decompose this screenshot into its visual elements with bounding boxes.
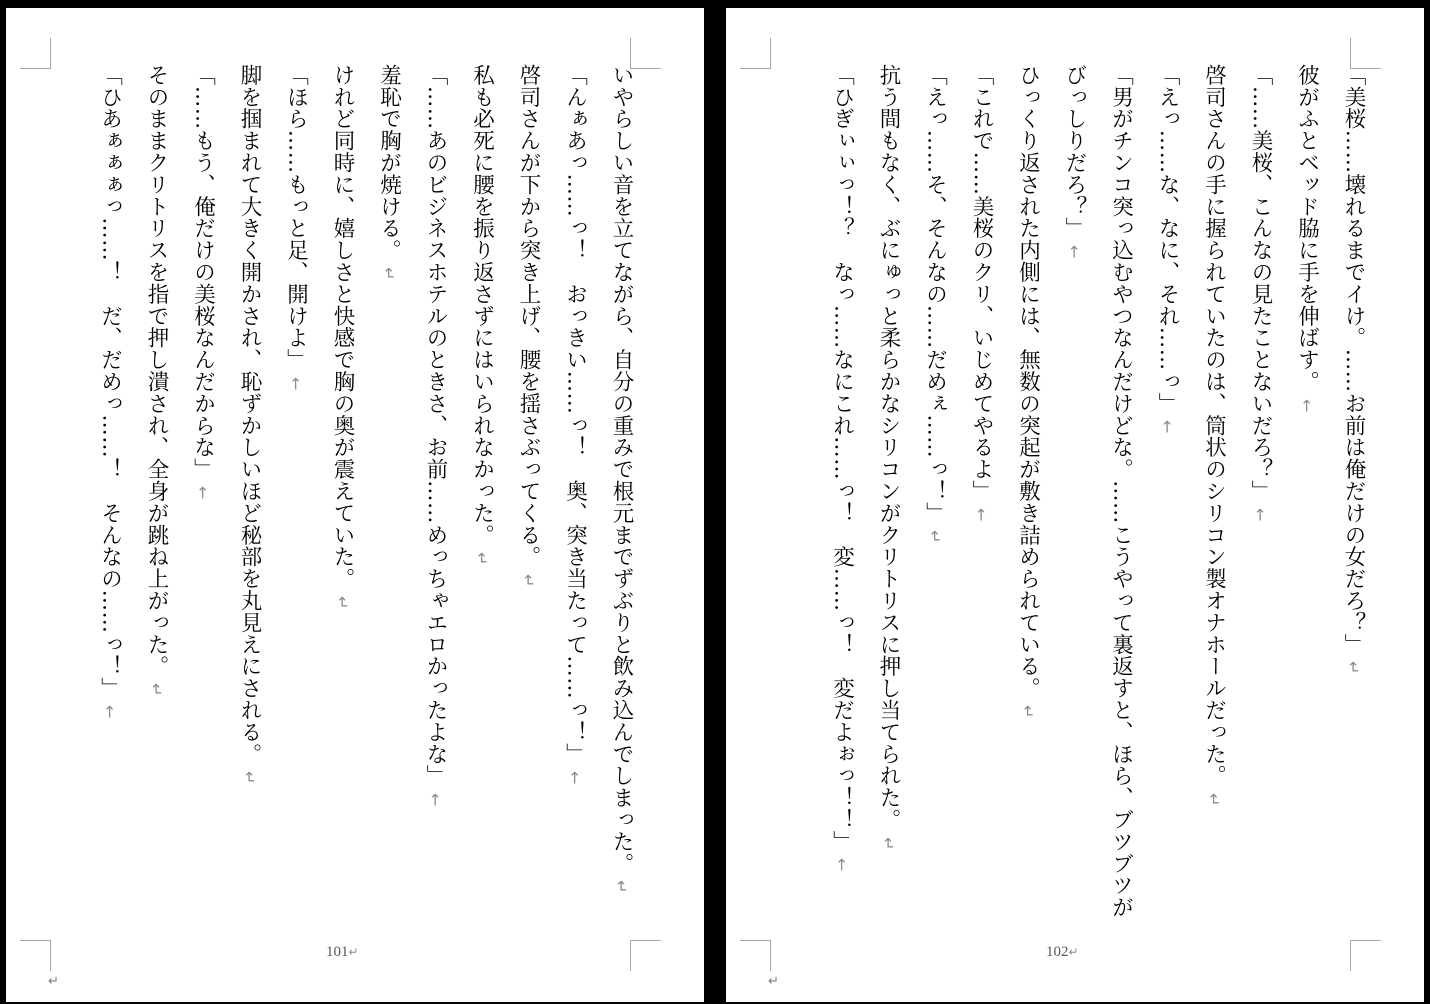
paragraph-text: 「ひぎぃぃっ！？ なっ……なにこれ……っ！ 変……っ！ 変だよぉっ！！」 (829, 64, 855, 853)
paragraph[interactable] (598, 64, 645, 924)
paragraph-text: 「……あのビジネスホテルのときさ、お前……めっちゃエロかったよな」 (423, 64, 448, 787)
paragraph-text: いやらしい音を立てながら、自分の重みで根元までずぶりと飲み込んでしまった。 (609, 64, 634, 875)
paragraph-mark-icon: ↵ (348, 945, 359, 959)
vertical-text-body[interactable] (64, 64, 644, 924)
margin-corner-bottom-right (630, 940, 661, 971)
page-number: 101↵ (326, 944, 359, 960)
paragraph-mark-icon: ↵ (879, 836, 898, 851)
paragraph[interactable] (319, 64, 366, 924)
paragraph-text: 羞恥で胸が焼ける。 (376, 64, 402, 262)
paragraph-text: 「えっ……そ、そんなの……だめぇ……っ！」 (922, 64, 948, 524)
document-page-101[interactable] (6, 8, 704, 1002)
line-break-mark-icon: ← (100, 705, 120, 719)
paragraph[interactable] (865, 64, 912, 924)
line-break-mark-icon: ← (565, 770, 585, 785)
line-break-mark-icon: ← (832, 858, 852, 873)
line-break-mark-icon: ← (1297, 398, 1317, 413)
paragraph-mark-icon: ↵ (379, 267, 399, 281)
paragraph-text: ひっくり返された内側には、無数の突起が敷き詰められている。 (1015, 64, 1041, 700)
paragraph[interactable] (226, 64, 273, 924)
paragraph[interactable] (1190, 64, 1237, 924)
paragraph[interactable] (1283, 64, 1330, 924)
paragraph-text: 「……もう、俺だけの美桜なんだからな」 (190, 64, 216, 481)
document-page-102[interactable] (726, 8, 1424, 1002)
paragraph-text: 「……美桜、こんなの見たことないだろ？」 (1248, 64, 1273, 502)
paragraph[interactable] (911, 64, 958, 924)
paragraph-text: そのままクリトリスを指で押し潰され、全身が跳ね上がった。 (144, 64, 169, 678)
paragraph-text: 脚を掴まれて大きく開かされ、恥ずかしいほど秘部を丸見えにされる。 (237, 64, 262, 765)
paragraph-mark-icon: ↵ (1068, 945, 1079, 959)
paragraph[interactable] (1237, 64, 1284, 924)
paragraph-text: 「えっ……な、なに、それ……っ」 (1155, 64, 1180, 415)
paragraph-text: 啓司さんの手に握られていたのは、筒状のシリコン製オナホールだった。 (1201, 64, 1227, 787)
paragraph-mark-icon: ↵ (1344, 661, 1363, 676)
margin-corner-bottom-left (740, 940, 771, 971)
paragraph-end-mark-icon: ↵ (48, 974, 59, 989)
paragraph[interactable] (1051, 64, 1144, 924)
page-number: 102↵ (1046, 944, 1079, 960)
paragraph-mark-icon: ↵ (240, 770, 259, 785)
paragraph-text: 「男がチンコ突っ込むやつなんだけどな。……こうやって裏返すと、ほら、ブツブツがびっしりだろ？」 (1062, 64, 1134, 919)
paragraph-text: 啓司さんが下から突き上げ、腰を揺さぶってくる。 (516, 64, 541, 568)
paragraph[interactable] (458, 64, 505, 924)
paragraph-text: 「美桜……壊れるまでイけ。……お前は俺だけの女だろ？」 (1341, 64, 1366, 656)
paragraph[interactable] (818, 64, 865, 924)
paragraph-text: 抗う間もなく、ぶにゅっと柔らかなシリコンがクリトリスに押し当てられた。 (876, 64, 901, 831)
paragraph[interactable] (133, 64, 180, 924)
paragraph-text: 「んぁあっ……っ！ おっきい……っ！ 奥、突き当たって……っ！」 (562, 64, 588, 765)
paragraph[interactable] (551, 64, 598, 924)
paragraph-end-mark-icon: ↵ (768, 974, 779, 989)
line-break-mark-icon: ← (972, 508, 991, 522)
vertical-text-body[interactable] (786, 64, 1376, 924)
line-break-mark-icon: ← (1251, 508, 1270, 522)
paragraph-mark-icon: ↵ (1018, 705, 1038, 719)
paragraph[interactable] (1004, 64, 1051, 924)
line-break-mark-icon: ← (193, 486, 213, 500)
paragraph[interactable] (505, 64, 552, 924)
paragraph-text: 私も必死に腰を振り返さずにはいられなかった。 (469, 64, 495, 546)
paragraph[interactable] (1330, 64, 1377, 924)
paragraph-text: 「これで……美桜のクリ、いじめてやるよ」 (969, 64, 994, 502)
paragraph[interactable] (272, 64, 319, 924)
margin-corner-bottom-left (20, 940, 51, 971)
paragraph[interactable] (179, 64, 226, 924)
paragraph-mark-icon: ↵ (333, 595, 352, 610)
margin-corner-bottom-right (1350, 940, 1381, 971)
paragraph[interactable] (958, 64, 1005, 924)
paragraph-text: 彼がふとベッド脇に手を伸ばす。 (1294, 64, 1320, 393)
margin-corner-top-left (20, 38, 51, 69)
paragraph-mark-icon: ↵ (612, 880, 631, 895)
line-break-mark-icon: ← (286, 376, 306, 391)
paragraph-mark-icon: ↵ (472, 551, 492, 566)
paragraph[interactable] (412, 64, 459, 924)
paragraph[interactable] (86, 64, 133, 924)
paragraph[interactable] (1144, 64, 1191, 924)
paragraph-mark-icon: ↵ (925, 529, 945, 544)
paragraph-text: けれど同時に、嬉しさと快感で胸の奥が震えていた。 (330, 64, 355, 590)
paragraph-mark-icon: ↵ (147, 683, 166, 698)
paragraph-mark-icon: ↵ (1204, 792, 1224, 807)
line-break-mark-icon: ← (1065, 245, 1084, 260)
paragraph[interactable] (365, 64, 412, 924)
paragraph-mark-icon: ↵ (519, 573, 538, 588)
line-break-mark-icon: ← (426, 792, 445, 807)
paragraph-text: 「ひあぁぁぁっ……！ だ、だめっ……！ そんなの……っ！」 (97, 64, 123, 700)
margin-corner-top-left (740, 38, 771, 69)
line-break-mark-icon: ← (1158, 420, 1177, 435)
paragraph-text: 「ほら……もっと足、開けよ」 (283, 64, 309, 371)
